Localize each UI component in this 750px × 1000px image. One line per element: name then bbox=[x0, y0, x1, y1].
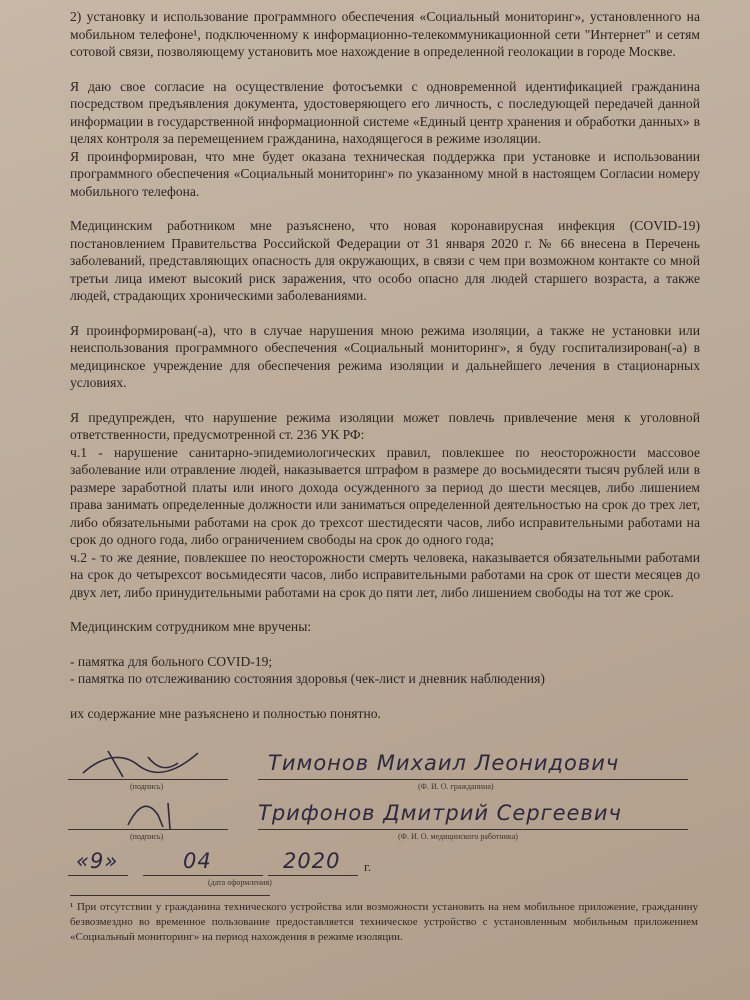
citizen-signature-row bbox=[68, 745, 708, 793]
paragraph-software-install: 2) установку и использование программного обеспечения «Социальный мониторинг», установленного на мобильном телефоне¹, подключенному к информационно-телекоммуникационной сети "Интернет" и сетям сотовой связи, позволяющему установить мое нахождение в определенной геолокации в городе Москве. bbox=[70, 9, 700, 59]
citizen-caption-name: (Ф. И. О. гражданина) bbox=[418, 782, 494, 791]
date-caption: (дата оформления) bbox=[208, 878, 272, 887]
list-item-memo-covid: - памятка для больного COVID-19; bbox=[70, 653, 273, 669]
paragraph-tech-support: Я проинформирован, что мне будет оказана техническая поддержка при установке и использовании программного обеспечения «Социальный мониторинг» по указанному мной в настоящем Согласии номеру мобильного телефона. bbox=[70, 148, 700, 199]
medic-caption-name: (Ф. И. О. медицинского работника) bbox=[398, 832, 518, 841]
footnote-separator bbox=[70, 895, 270, 896]
medic-signature-line bbox=[68, 829, 228, 830]
date-year-line bbox=[268, 875, 358, 876]
date-day-line bbox=[68, 875, 128, 876]
citizen-signature-line bbox=[68, 779, 228, 780]
medic-name-handwritten: Трифонов Дмитрий Сергеевич bbox=[258, 801, 622, 825]
citizen-caption-sign: (подпись) bbox=[130, 782, 164, 791]
date-row bbox=[68, 845, 708, 893]
paragraph-handed-over: Медицинским сотрудником мне вручены: bbox=[70, 619, 312, 634]
footnote: ¹ При отсутствии у гражданина технического устройства или возможности установить на нем мобильное приложение, гражданину безвозмездно во временное пользование предоставляется техническое устройство с установленным мобильным приложением «Социальный мониторинг» на период нахождения в режиме изоляции. bbox=[70, 901, 698, 943]
date-month: 04 bbox=[183, 849, 212, 873]
date-year: 2020 bbox=[283, 849, 341, 873]
paragraph-part-2: ч.2 - то же деяние, повлекшее по неосторожности смерть человека, наказывается обязательными работами на срок до четырехсот восьмидесяти часов, либо исправительными работами на срок от шести месяцев до двух лет, либо принудительными работами на срок до пяти лет, либо лишением свободы на тот же срок. bbox=[70, 549, 700, 600]
citizen-name-handwritten: Тимонов Михаил Леонидович bbox=[268, 751, 620, 775]
paragraph-part-1: ч.1 - нарушение санитарно-эпидемиологических правил, повлекшее по неосторожности массовое заболевание или отравление людей, наказывается штрафом в размере до восьмидесяти тысяч рублей или в размере заработной платы или иного дохода осужденного за период до шести месяцев, либо лишением права занимать определенные должности или заниматься определенной деятельностью на срок до трех лет, либо обязательными работами на срок до трехсот шестидесяти часов, либо исправительными работами на срок до одного года, либо ограничением свободы на срок до одного года; bbox=[70, 444, 700, 547]
medic-name-line bbox=[258, 829, 688, 830]
paragraph-covid-info: Медицинским работником мне разъяснено, что новая коронавирусная инфекция (COVID-19) постановлением Правительства Российской Федерации от 31 января 2020 г. № 66 внесена в Перечень заболеваний, представляющих опасность для окружающих, в связи с чем при возможном контакте со мной третьи лица имеют высокий риск заражения, что особо опасно для людей старшего возраста, а также людей, страдающих хроническими заболеваниями. bbox=[70, 218, 700, 303]
date-month-line bbox=[143, 875, 263, 876]
list-item-memo-health: - памятка по отслеживанию состояния здоровья (чек-лист и дневник наблюдения) bbox=[70, 671, 545, 686]
document-body bbox=[70, 8, 700, 722]
paragraph-criminal-warning: Я предупрежден, что нарушение режима изоляции может повлечь привлечение меня к уголовной ответственности, предусмотренной ст. 236 УК РФ: bbox=[70, 409, 700, 442]
paragraph-hospitalization: Я проинформирован(-а), что в случае нарушения мною режима изоляции, а также не установки или неиспользования программного обеспечения «Социальный мониторинг», я буду госпитализирован(-а) в медицинское учреждение для обеспечения режима изоляции и дальнейшего лечения в стационарных условиях. bbox=[70, 322, 700, 390]
paragraph-understood: их содержание мне разъяснено и полностью понятно. bbox=[70, 705, 381, 721]
date-day: «9» bbox=[76, 849, 119, 873]
paragraph-photo-consent: Я даю свое согласие на осуществление фотосъемки с одновременной идентификацией гражданина посредством предъявления документа, удостоверяющего его личность, с последующей передачей данной информации в государственной информационной системе «Единый центр хранения и обработки данных» в целях контроля за перемещением гражданина, находящегося в режиме изоляции. bbox=[70, 78, 700, 146]
citizen-name-line bbox=[258, 779, 688, 780]
medic-caption-sign: (подпись) bbox=[130, 832, 164, 841]
date-year-suffix: г. bbox=[364, 859, 372, 874]
medic-signature-row bbox=[68, 795, 708, 843]
